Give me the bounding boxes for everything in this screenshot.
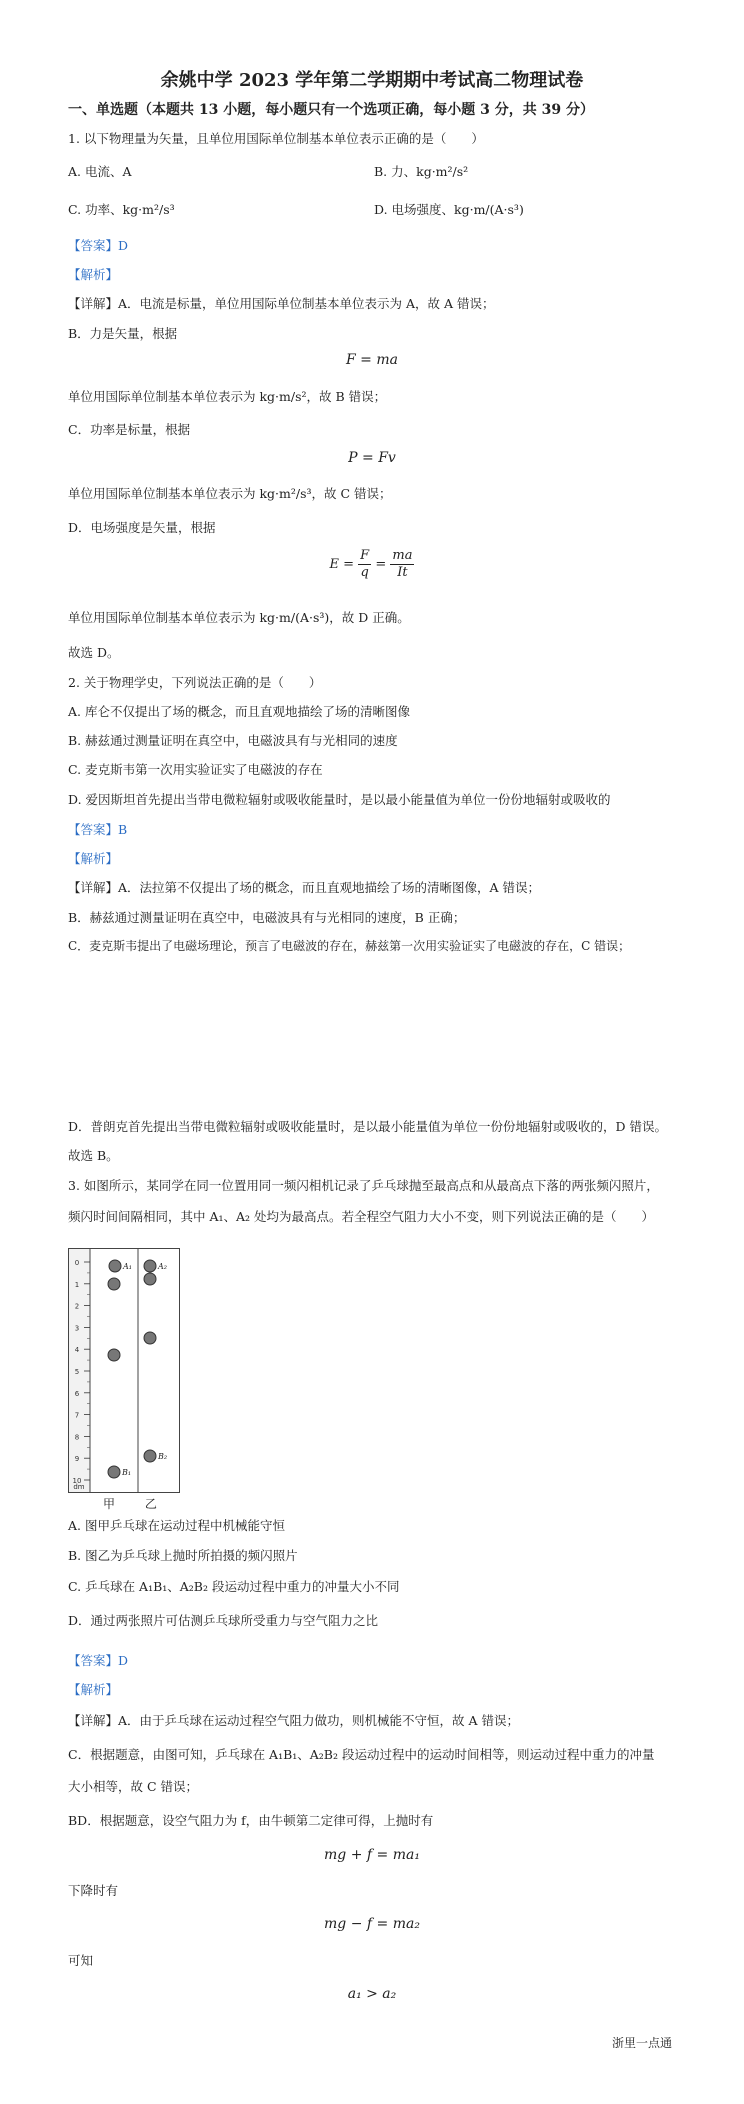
ruler-strip — [69, 1249, 90, 1492]
q1-analysis-label: 【解析】 — [68, 267, 119, 282]
ball-yi-2 — [144, 1273, 156, 1285]
q1-detail-d1: D．电场强度是矢量，根据 — [68, 520, 216, 535]
ruler-unit: dm — [73, 1483, 85, 1491]
q2-option-a: A. 库仑不仅提出了场的概念，而且直观地描绘了场的清晰图像 — [68, 704, 410, 719]
q3-answer: 【答案】D — [68, 1653, 129, 1668]
q1-option-d: D. 电场强度、kg·m/(A·s³) — [374, 202, 524, 217]
q1-equation-2: P = Fv — [348, 450, 396, 466]
ball-a2 — [144, 1260, 156, 1272]
q2-option-b: B. 赫兹通过测量证明在真空中，电磁波具有与光相同的速度 — [68, 733, 398, 748]
q1-option-b: B. 力、kg·m²/s² — [374, 164, 469, 179]
ruler-tick-label: 0 — [74, 1259, 80, 1267]
q3-detail-bd: BD．根据题意，设空气阻力为 f，由牛顿第二定律可得，上抛时有 — [68, 1813, 434, 1828]
figure-captions — [103, 1495, 157, 1512]
q3-option-b: B. 图乙为乒乓球上抛时所拍摄的频闪照片 — [68, 1548, 298, 1563]
q2-analysis-label: 【解析】 — [68, 851, 119, 866]
q3-know-text: 可知 — [68, 1953, 94, 1968]
q1-detail-b1: B．力是矢量，根据 — [68, 326, 178, 341]
eq3-mid: = — [375, 557, 387, 572]
ruler-tick-label: 4 — [74, 1346, 80, 1355]
page-footer: 浙里一点通 — [612, 2036, 673, 2050]
label-a2: A₂ — [158, 1262, 167, 1271]
q1-detail-c2: 单位用国际单位制基本单位表示为 kg·m²/s³，故 C 错误； — [68, 486, 392, 501]
q2-detail-a — [68, 878, 540, 896]
ball-yi-3 — [144, 1332, 156, 1344]
q1-detail-b2: 单位用国际单位制基本单位表示为 kg·m/s²，故 B 错误； — [68, 389, 387, 404]
q2-stem: 2. 关于物理学史，下列说法正确的是（ ） — [68, 675, 322, 690]
caption-yi: 乙 — [144, 1497, 157, 1511]
ruler-tick-label: 1 — [74, 1280, 80, 1289]
eq3-fraction-2 — [390, 548, 414, 581]
q1-detail-label: 【详解】 — [68, 296, 119, 311]
q1-equation-1: F = ma — [346, 352, 398, 368]
q3-option-a: A. 图甲乒乓球在运动过程中机械能守恒 — [68, 1518, 285, 1533]
q3-option-d: D．通过两张照片可估测乒乓球所受重力与空气阻力之比 — [68, 1613, 379, 1628]
q2-detail-a-text: A．法拉第不仅提出了场的概念，而且直观地描绘了场的清晰图像，A 错误； — [118, 880, 541, 895]
page-title: 余姚中学 2023 学年第二学期期中考试高二物理试卷 — [160, 70, 584, 91]
ruler-tick-label: 9 — [74, 1455, 80, 1464]
eq3-left: E = — [329, 557, 355, 572]
q1-detail-d2: 单位用国际单位制基本单位表示为 kg·m/(A·s³)，故 D 正确。 — [68, 610, 410, 625]
q3-detail-c2: 大小相等，故 C 错误； — [68, 1779, 199, 1794]
q1-detail-c1: C．功率是标量，根据 — [68, 422, 191, 437]
q2-answer: 【答案】B — [68, 822, 128, 837]
ruler-tick-label: 3 — [74, 1324, 80, 1333]
q3-stem-line1: 3. 如图所示，某同学在同一位置用同一频闪相机记录了乒乓球抛至最高点和从最高点下落的两张频闪照片， — [68, 1178, 659, 1193]
q1-option-c: C. 功率、kg·m²/s³ — [68, 202, 175, 217]
section-heading: 一、单选题（本题共 13 小题，每小题只有一个选项正确，每小题 3 分，共 39 分） — [68, 102, 594, 118]
q2-detail-b: B．赫兹通过测量证明在真空中，电磁波具有与光相同的速度，B 正确； — [68, 910, 466, 925]
label-b1: B₁ — [122, 1468, 132, 1477]
eq3-frac2-den: It — [397, 565, 408, 580]
q3-detail-a — [68, 1711, 519, 1729]
q3-detail-a-text: A．由于乒乓球在运动过程空气阻力做功，则机械能不守恒，故 A 错误； — [118, 1713, 520, 1728]
q2-detail-label: 【详解】 — [68, 880, 119, 895]
q2-detail-c: C．麦克斯韦提出了电磁场理论，预言了电磁波的存在，赫兹第一次用实验证实了电磁波的存在，C 错误； — [68, 939, 631, 953]
eq3-frac1-num: F — [360, 548, 370, 563]
ruler-tick-label: 5 — [74, 1368, 80, 1376]
strobe-photo-figure — [68, 1248, 180, 1493]
q2-detail-d: D．普朗克首先提出当带电微粒辐射或吸收能量时，是以最小能量值为单位一份份地辐射或吸收的，D 错误。 — [68, 1119, 668, 1134]
q3-fall-text: 下降时有 — [68, 1883, 119, 1898]
q1-equation-3 — [0, 548, 744, 581]
q1-answer: 【答案】D — [68, 238, 129, 253]
ball-a1 — [109, 1260, 121, 1272]
ball-b1 — [108, 1466, 120, 1478]
ball-jia-2 — [108, 1278, 120, 1290]
ruler-tick-label: 8 — [74, 1433, 80, 1442]
q1-detail-a — [68, 294, 495, 312]
eq3-fraction-1 — [358, 548, 371, 581]
ruler-tick-label: 2 — [74, 1302, 80, 1311]
q2-conclusion: 故选 B。 — [68, 1148, 119, 1163]
eq3-frac2-num: ma — [392, 548, 413, 563]
q1-option-a: A. 电流、A — [68, 164, 132, 179]
ball-b2 — [144, 1450, 156, 1462]
ruler-tick-label: 7 — [74, 1411, 80, 1420]
q3-equation-down: mg − f = ma₂ — [324, 1916, 420, 1932]
q1-stem: 1. 以下物理量为矢量，且单位用国际单位制基本单位表示正确的是（ ） — [68, 131, 484, 146]
q3-analysis-label: 【解析】 — [68, 1682, 119, 1697]
ruler-tick-label: 6 — [74, 1389, 80, 1398]
label-a1: A₁ — [123, 1262, 132, 1271]
q3-detail-label: 【详解】 — [68, 1713, 119, 1728]
q1-detail-a-text: A．电流是标量，单位用国际单位制基本单位表示为 A，故 A 错误； — [118, 296, 495, 311]
caption-jia: 甲 — [103, 1497, 116, 1511]
q3-stem-line2: 频闪时间间隔相同，其中 A₁、A₂ 处均为最高点。若全程空气阻力大小不变，则下列说法正确的是（ ） — [68, 1209, 655, 1224]
label-b2: B₂ — [158, 1452, 168, 1461]
eq3-frac1-den: q — [360, 565, 369, 580]
q3-equation-up: mg + f = ma₁ — [324, 1847, 420, 1863]
ruler-tick-label: 10 — [72, 1477, 82, 1485]
ball-jia-3 — [108, 1349, 120, 1361]
q2-option-d: D. 爱因斯坦首先提出当带电微粒辐射或吸收能量时，是以最小能量值为单位一份份地辐射或吸收的 — [68, 792, 611, 807]
q3-detail-c1: C．根据题意，由图可知，乒乓球在 A₁B₁、A₂B₂ 段运动过程中的运动时间相等，则运动过程中重力的冲量 — [68, 1747, 655, 1762]
q2-option-c: C. 麦克斯韦第一次用实验证实了电磁波的存在 — [68, 762, 323, 777]
q1-conclusion: 故选 D。 — [68, 645, 120, 660]
q3-equation-compare: a₁ > a₂ — [347, 1986, 397, 2002]
q3-option-c: C. 乒乓球在 A₁B₁、A₂B₂ 段运动过程中重力的冲量大小不同 — [68, 1579, 400, 1594]
